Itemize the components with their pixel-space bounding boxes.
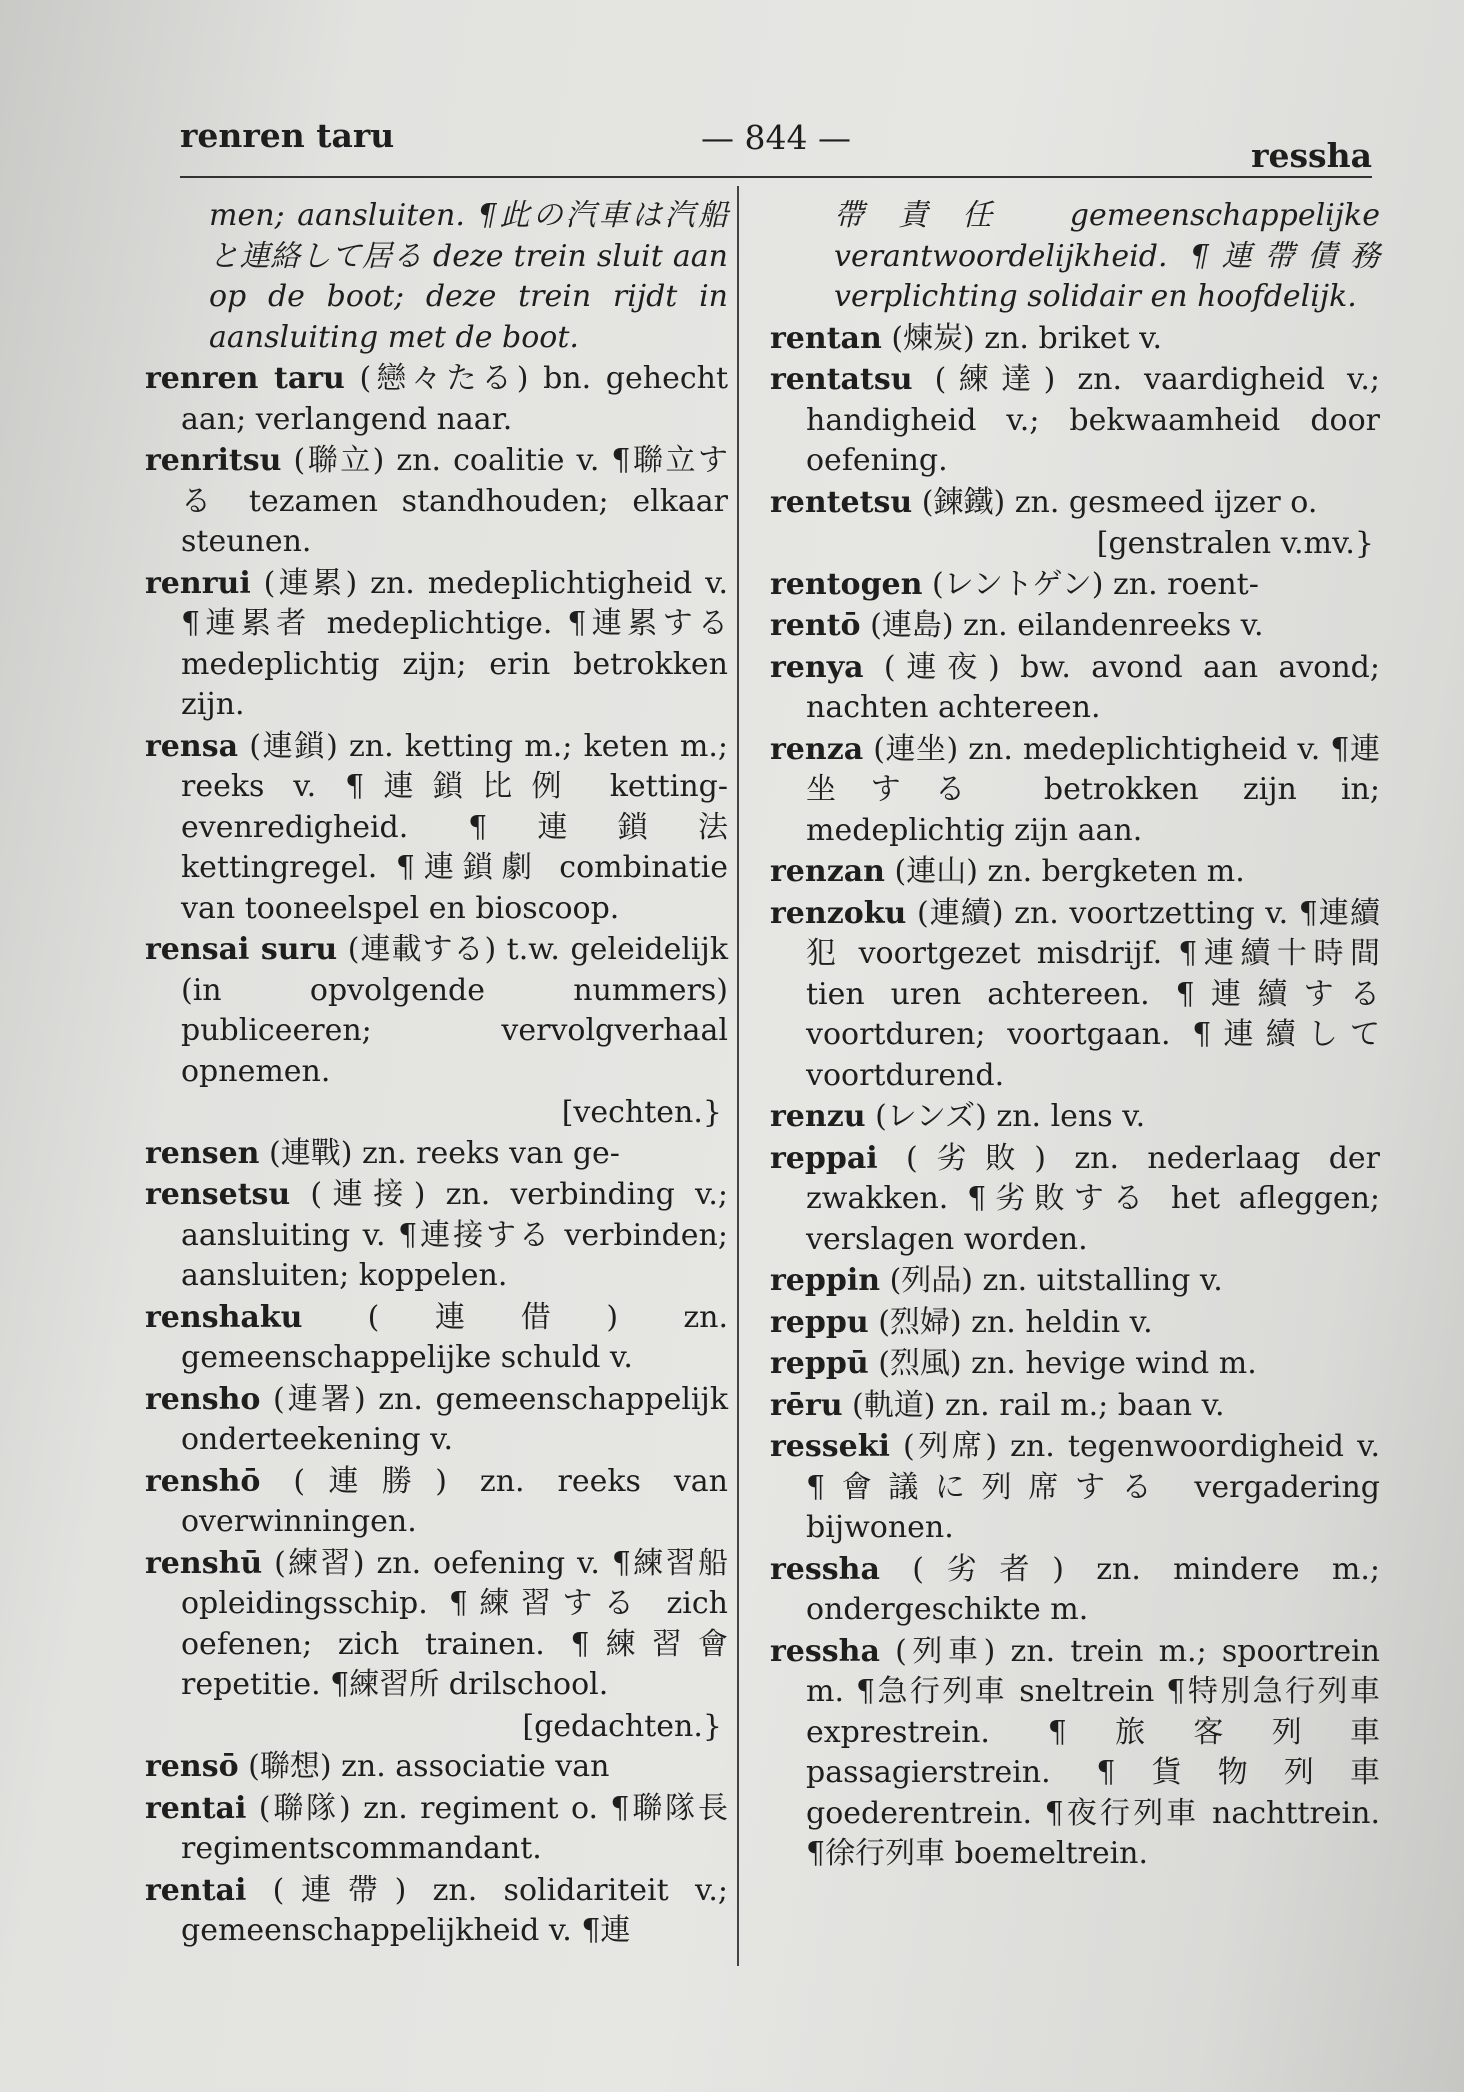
dictionary-entry <box>145 1871 728 1952</box>
dictionary-entry <box>145 1134 728 1175</box>
entry-headword: rēru <box>770 1387 843 1423</box>
dictionary-entry <box>145 1747 728 1788</box>
continuation-text: men; aansluiten. ¶此の汽車は汽船と連絡して居る deze trein sluit aan op de boot; deze trein rijdt in aansluiting met de boot. <box>209 198 728 355</box>
entry-continuation <box>770 196 1380 318</box>
entry-headword: rentō <box>770 608 861 643</box>
entry-headword: rentai <box>145 1790 247 1826</box>
entry-definition: (練習) zn. oefening v. ¶練習船 opleidingsschip. ¶練習する zich oefenen; zich trainen. ¶練習會 repetitie. ¶練習所 drilschool. <box>181 1545 728 1702</box>
dictionary-entry <box>770 319 1380 360</box>
dictionary-entry <box>145 564 728 726</box>
entry-headword: rensho <box>145 1381 261 1417</box>
entry-definition: (聯隊) zn. regiment o. ¶聯隊長 regimentscommandant. <box>181 1790 728 1866</box>
entry-definition: (連借) zn. gemeenschappelijke schuld v. <box>181 1299 728 1375</box>
dictionary-entry <box>145 441 728 563</box>
dictionary-entry <box>770 1139 1380 1261</box>
entry-definition: (列車) zn. trein m.; spoortrein m. ¶急行列車 sneltrein ¶特別急行列車 exprestrein. ¶旅客列車 passagierstrein. ¶貨物列車 goederentrein. ¶夜行列車 nachttrein. ¶徐行列車 boemeltrein. <box>806 1633 1380 1871</box>
entry-definition: (劣者) zn. mindere m.; ondergeschikte m. <box>806 1551 1380 1627</box>
entry-headword: rensen <box>145 1135 260 1171</box>
dictionary-entry <box>770 360 1380 482</box>
entry-definition: (連島) zn. eilandenreeks v. <box>860 608 1264 643</box>
dictionary-entry <box>770 852 1380 893</box>
dictionary-entry <box>770 1386 1380 1427</box>
entry-headword: renza <box>770 731 864 767</box>
entry-definition: (劣敗) zn. nederlaag der zwakken. ¶劣敗する het afleggen; verslagen worden. <box>806 1140 1380 1257</box>
entry-headword: renren taru <box>145 361 345 396</box>
entry-headword: ressha <box>770 1633 880 1669</box>
entry-definition: (連戰) zn. reeks van ge- <box>259 1135 620 1171</box>
dictionary-entry <box>145 930 728 1092</box>
entry-definition: (連勝) zn. reeks van overwinningen. <box>181 1463 728 1539</box>
dictionary-entry <box>770 1632 1380 1875</box>
entry-definition: (連鎖) zn. ketting m.; keten m.; reeks v. ¶連鎖比例 ketting-evenredigheid. ¶連鎖法 kettingregel. ¶連鎖劇 combinatie van tooneelspel en bioscoop. <box>181 728 728 926</box>
entry-definition: (連累) zn. medeplichtigheid v. ¶連累者 medeplichtige. ¶連累する medeplichtig zijn; erin betrokken zijn. <box>181 565 728 722</box>
entry-headword: renshaku <box>145 1299 303 1335</box>
dictionary-entry <box>145 1462 728 1543</box>
page-number: — 844 — <box>701 118 851 157</box>
entry-headword: rentatsu <box>770 362 913 397</box>
overflow-note: [vechten.} <box>561 1095 722 1130</box>
dictionary-entry <box>770 1303 1380 1344</box>
dictionary-entry <box>145 1298 728 1379</box>
entry-headword: reppin <box>770 1263 881 1298</box>
entry-definition: (練達) zn. vaardigheid v.; handigheid v.; bekwaamheid door oefening. <box>806 362 1380 478</box>
entry-definition: (鍊鐵) zn. gesmeed ijzer o. <box>912 484 1318 520</box>
entry-headword: reppū <box>770 1346 869 1381</box>
entry-headword: rentogen <box>770 566 923 602</box>
entry-headword: renzoku <box>770 895 907 931</box>
entry-definition: (聯立) zn. coalitie v. ¶聯立する tezamen standhouden; elkaar steunen. <box>181 443 728 559</box>
entry-definition: (連續) zn. voortzetting v. ¶連續犯 voortgezet misdrijf. ¶連續十時間 tien uren achtereen. ¶連續する voortduren; voortgaan. ¶連續して voortdurend. <box>806 895 1380 1093</box>
entry-headword: reppai <box>770 1140 878 1176</box>
entry-definition: (連署) zn. gemeenschappelijk onderteekening v. <box>181 1381 728 1457</box>
dictionary-entry <box>770 606 1380 647</box>
entry-headword: rentan <box>770 320 882 356</box>
entry-headword: renshō <box>145 1463 261 1499</box>
entry-headword: rensetsu <box>145 1177 291 1212</box>
entry-definition: (連載する) t.w. geleidelijk (in opvolgende nummers) publiceeren; vervolgverhaal opnemen. <box>181 932 728 1089</box>
entry-headword: ressha <box>770 1551 880 1587</box>
dictionary-entry <box>770 648 1380 729</box>
dictionary-entry <box>145 359 728 440</box>
dictionary-entry <box>770 894 1380 1097</box>
dictionary-entry <box>145 1544 728 1706</box>
entry-definition: (レンズ) zn. lens v. <box>865 1099 1146 1134</box>
dictionary-entry <box>770 483 1380 524</box>
dictionary-entry <box>770 730 1380 852</box>
entry-headword: renshū <box>145 1545 263 1581</box>
entry-definition: (連夜) bw. avond aan avond; nachten achtereen. <box>806 649 1380 725</box>
entry-continuation <box>145 196 728 358</box>
entry-headword: renzu <box>770 1099 866 1134</box>
right-column <box>770 196 1380 1876</box>
dictionary-entry <box>770 1097 1380 1138</box>
header-last-entry: ressha <box>1251 136 1372 175</box>
continuation-text: 帶責任 gemeenschappelijke verantwoordelijkheid. ¶連帶債務 verplichting solidair en hoofdelijk. <box>834 198 1380 314</box>
entry-definition: (列席) zn. tegenwoordigheid v. ¶會議に列席する vergadering bijwonen. <box>806 1429 1380 1545</box>
entry-headword: renrui <box>145 565 251 601</box>
entry-headword: resseki <box>770 1429 890 1464</box>
entry-definition: (レントゲン) zn. roent- <box>922 566 1259 602</box>
dictionary-entry <box>770 1261 1380 1302</box>
dictionary-entry <box>770 1344 1380 1385</box>
dictionary-entry <box>145 1175 728 1297</box>
dictionary-entry <box>145 727 728 930</box>
entry-definition: (烈風) zn. hevige wind m. <box>868 1346 1257 1381</box>
entry-definition: (煉炭) zn. briket v. <box>881 320 1163 356</box>
overflow-note: [genstralen v.mv.} <box>1096 526 1374 561</box>
header-rule <box>180 176 1372 178</box>
left-column <box>145 196 728 1953</box>
entry-definition: (連帶) zn. solidariteit v.; gemeenschappelijkheid v. ¶連 <box>181 1872 728 1948</box>
dictionary-entry <box>145 1380 728 1461</box>
entry-definition: (連山) zn. bergketen m. <box>885 854 1245 889</box>
entry-headword: renya <box>770 649 864 685</box>
entry-definition: (聯想) zn. associatie van <box>238 1749 610 1784</box>
entry-definition: (列品) zn. uitstalling v. <box>880 1263 1223 1298</box>
entry-headword: rentetsu <box>770 484 913 520</box>
entry-headword: rensa <box>145 728 239 764</box>
dictionary-entry <box>770 565 1380 606</box>
dictionary-entry <box>770 1427 1380 1549</box>
entry-headword: renritsu <box>145 443 282 478</box>
entry-headword: rentai <box>145 1872 247 1908</box>
entry-definition: (烈婦) zn. heldin v. <box>868 1304 1153 1340</box>
entry-definition: (戀々たる) bn. gehecht aan; verlangend naar. <box>181 361 728 437</box>
dictionary-entry <box>145 1789 728 1870</box>
entry-headword: renzan <box>770 854 885 889</box>
page-header <box>180 112 1372 175</box>
header-first-entry: renren taru <box>180 116 395 155</box>
entry-headword: rensō <box>145 1749 239 1784</box>
dictionary-entry <box>770 1550 1380 1631</box>
entry-definition: (連坐) zn. medeplichtigheid v. ¶連坐する betrokken zijn in; medeplichtig zijn aan. <box>806 731 1380 848</box>
entry-headword: rensai suru <box>145 932 338 967</box>
overflow-note: [gedachten.} <box>522 1708 722 1744</box>
entry-definition: (軌道) zn. rail m.; baan v. <box>842 1387 1225 1423</box>
column-divider <box>737 186 739 1966</box>
entry-headword: reppu <box>770 1304 869 1340</box>
entry-definition: (連接) zn. verbinding v.; aansluiting v. ¶連接する verbinden; aansluiten; koppelen. <box>181 1177 728 1293</box>
